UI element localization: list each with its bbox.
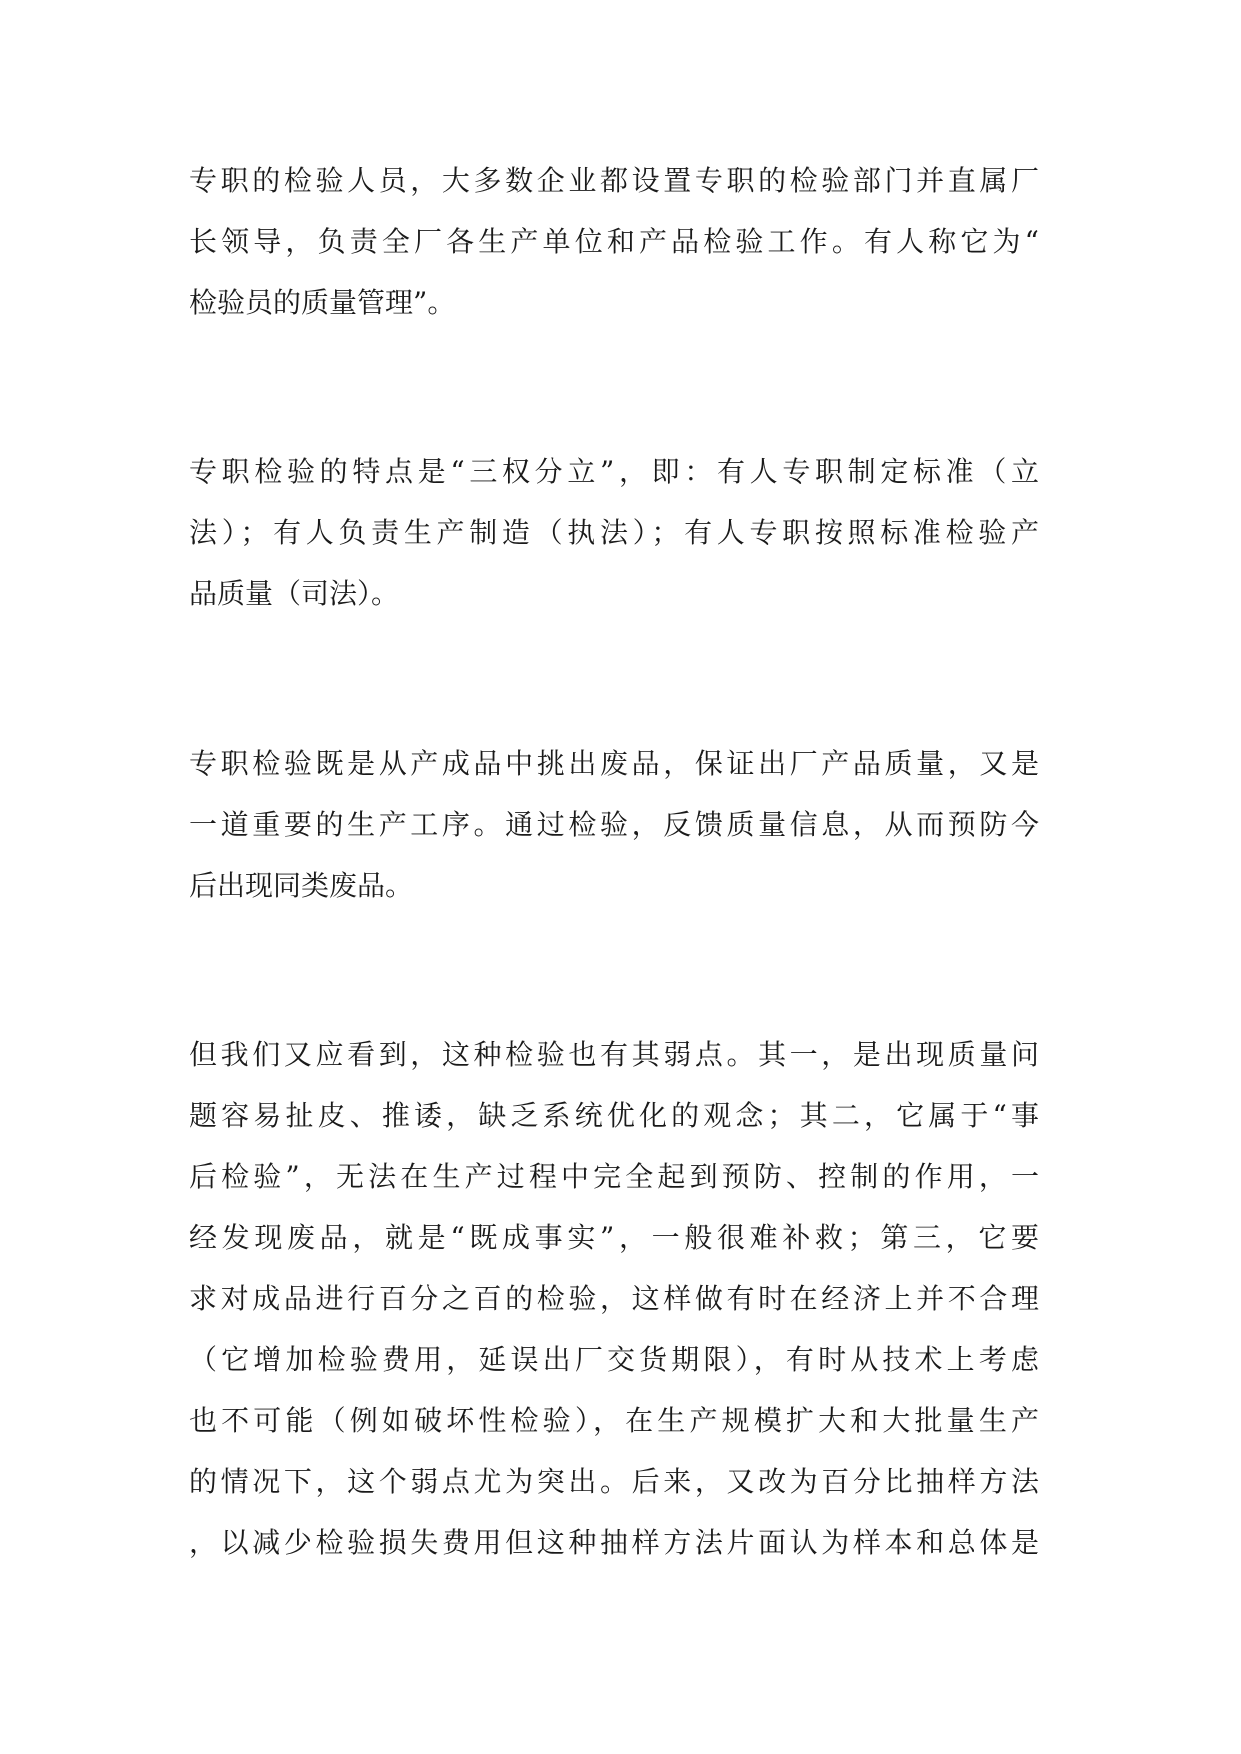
text-line: 一道重要的生产工序。通过检验，反馈质量信息，从而预防今	[189, 808, 1039, 841]
text-line: 法）；有人负责生产制造（执法）；有人专职按照标准检验产	[189, 516, 1039, 549]
text-line: 后出现同类废品。	[189, 869, 414, 902]
text-line: 专职的检验人员，大多数企业都设置专职的检验部门并直属厂	[189, 164, 1039, 197]
text-line: （它增加检验费用，延误出厂交货期限），有时从技术上考虑	[189, 1343, 1039, 1376]
text-line: 专职检验的特点是“三权分立”，即：有人专职制定标准（立	[189, 455, 1039, 488]
text-line: 检验员的质量管理”。	[189, 286, 456, 319]
text-line: ，以减少检验损失费用但这种抽样方法片面认为样本和总体是	[189, 1526, 1039, 1559]
text-line: 后检验”，无法在生产过程中完全起到预防、控制的作用，一	[189, 1160, 1039, 1193]
text-line: 求对成品进行百分之百的检验，这样做有时在经济上并不合理	[189, 1282, 1039, 1315]
text-line: 题容易扯皮、推诿，缺乏系统优化的观念；其二，它属于“事	[189, 1099, 1039, 1132]
text-line: 也不可能（例如破坏性检验），在生产规模扩大和大批量生产	[189, 1404, 1039, 1437]
text-line: 经发现废品，就是“既成事实”，一般很难补救；第三，它要	[189, 1221, 1039, 1254]
text-line: 专职检验既是从产成品中挑出废品，保证出厂产品质量，又是	[189, 747, 1039, 780]
text-line: 长领导，负责全厂各生产单位和产品检验工作。有人称它为“	[189, 225, 1039, 258]
text-line: 的情况下，这个弱点尤为突出。后来，又改为百分比抽样方法	[189, 1465, 1039, 1498]
text-line: 品质量（司法）。	[189, 577, 400, 610]
text-line: 但我们又应看到，这种检验也有其弱点。其一，是出现质量问	[189, 1038, 1039, 1071]
